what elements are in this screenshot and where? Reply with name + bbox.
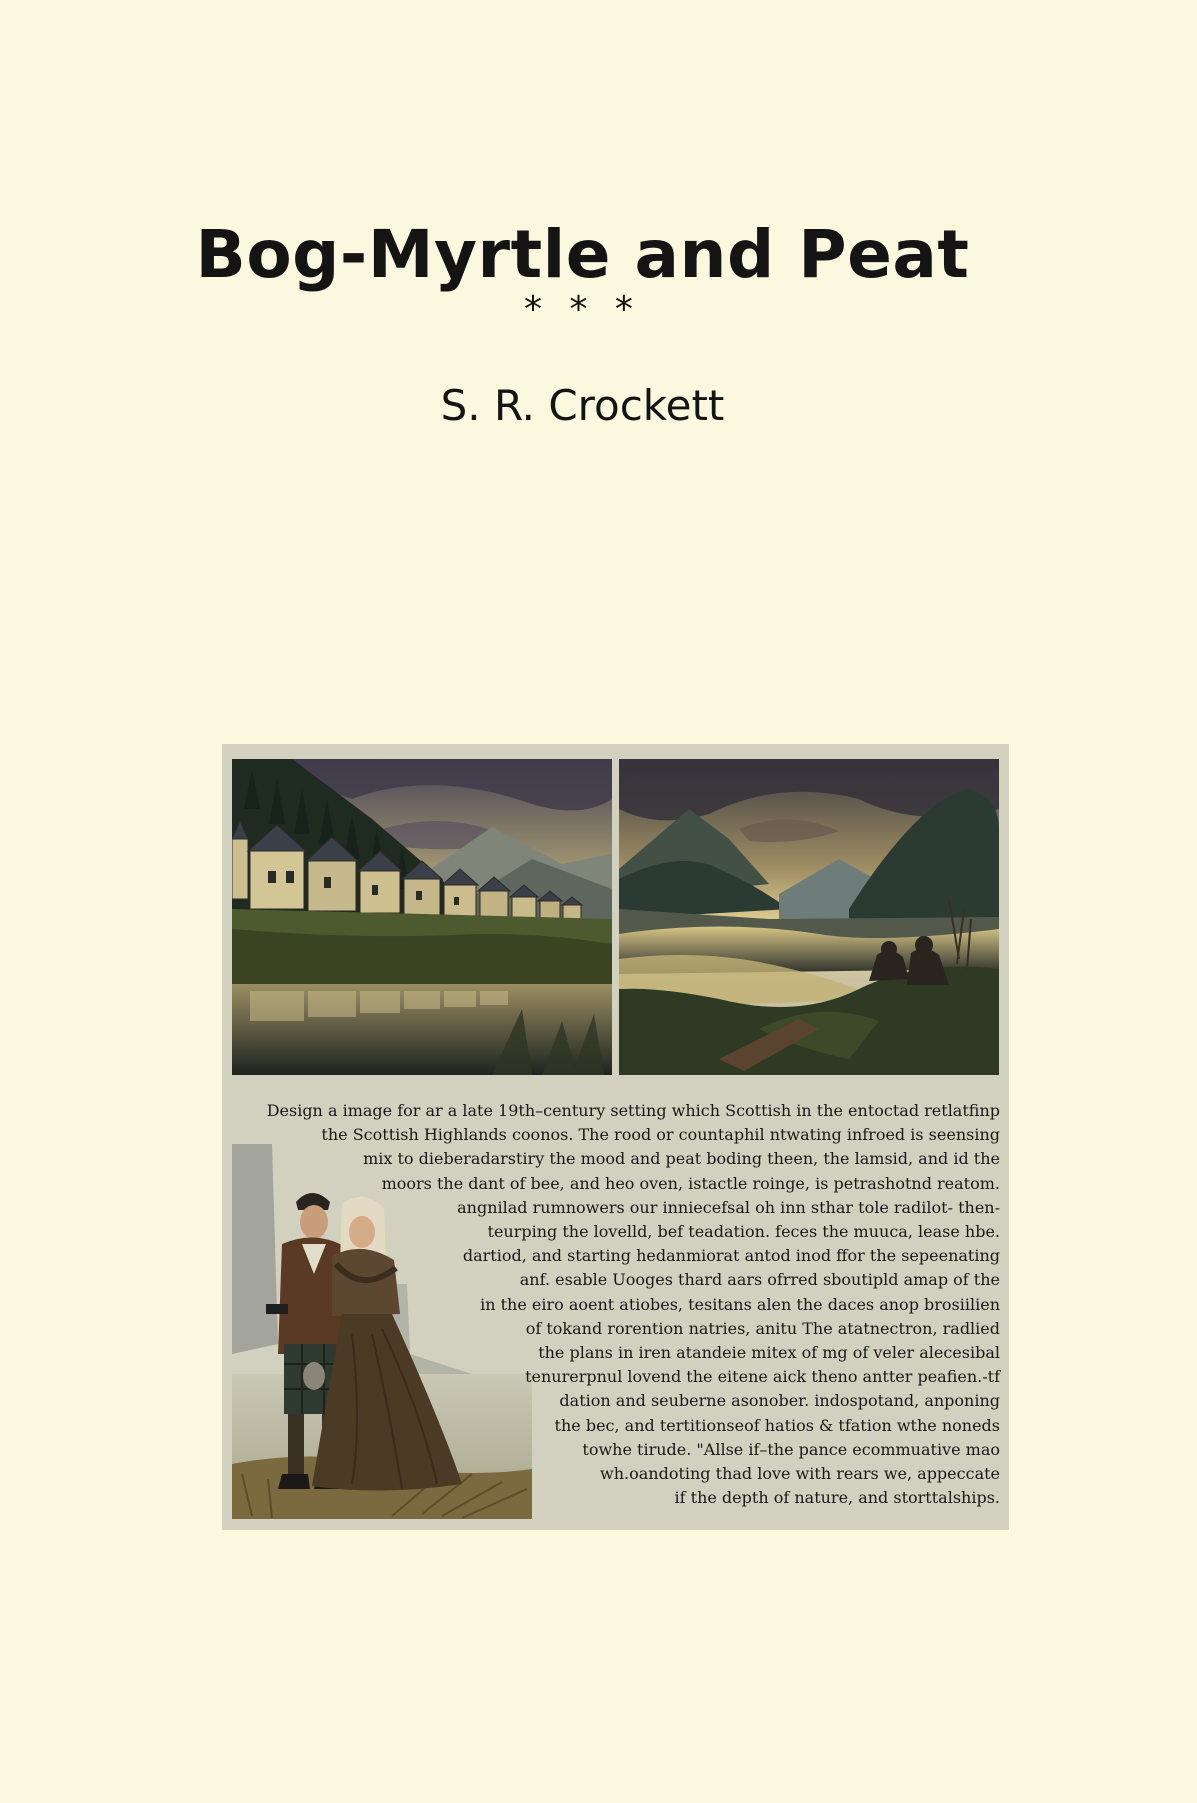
caption-line: towhe tirude. "Allse if–the pance ecommuative mao [582, 1439, 1000, 1459]
caption-line: wh.oandoting thad love with rears we, appeccate [600, 1464, 1000, 1484]
caption-line: angnilad rumnowers our inniecefsal oh inn sthar tole radilot- then- [457, 1197, 1000, 1217]
book-author: S. R. Crockett [440, 381, 725, 430]
village-painting [232, 759, 612, 1075]
caption-line: anf. esable Uooges thard aars ofrred sboutipld amap of the [519, 1270, 1000, 1290]
caption-line: the Scottish Highlands coonos. The rood or countaphil ntwating infroed is seensing [321, 1125, 1000, 1145]
caption-line: teurping the lovelld, bef teadation. feces the muuca, lease hbe. [487, 1222, 1000, 1242]
mountain-bog-painting [619, 759, 999, 1075]
caption-line: dation and seuberne asonober. indospotand, anponing [559, 1391, 1000, 1411]
caption-line: tenurerpnul lovend the eitene aick theno antter peafien.-tf [525, 1367, 1000, 1387]
illustration-caption [232, 1099, 1000, 1510]
title-ornament: * * * [524, 289, 641, 330]
cover-illustration [222, 744, 1009, 1530]
caption-line: if the depth of nature, and storttalships. [674, 1488, 1000, 1508]
caption-line: moors the dant of bee, and heo oven, istactle roinge, is petrashotnd reatom. [381, 1173, 1000, 1193]
caption-line: Design a image for ar a late 19th–century setting which Scottish in the entoctad retlatfinp [266, 1101, 1000, 1120]
caption-line: the plans in iren atandeie mitex of mg of veler alecesibal [538, 1343, 1000, 1363]
caption-line: of tokand rorention natries, anitu The atatnectron, radlied [525, 1318, 1000, 1338]
caption-line: dartiod, and starting hedanmiorat antod inod ffor the sepeenating [462, 1246, 1000, 1266]
caption-line: the bec, and tertitionseof hatios & tfation wthe noneds [554, 1415, 1000, 1435]
caption-line: in the eiro aoent atiobes, tesitans alen the daces anop brosiilien [480, 1294, 1000, 1314]
caption-text [232, 1099, 1000, 1510]
book-title: Bog-Myrtle and Peat [195, 216, 970, 294]
caption-line: mix to dieberadarstiry the mood and peat boding theen, the lamsid, and id the [363, 1149, 1000, 1169]
